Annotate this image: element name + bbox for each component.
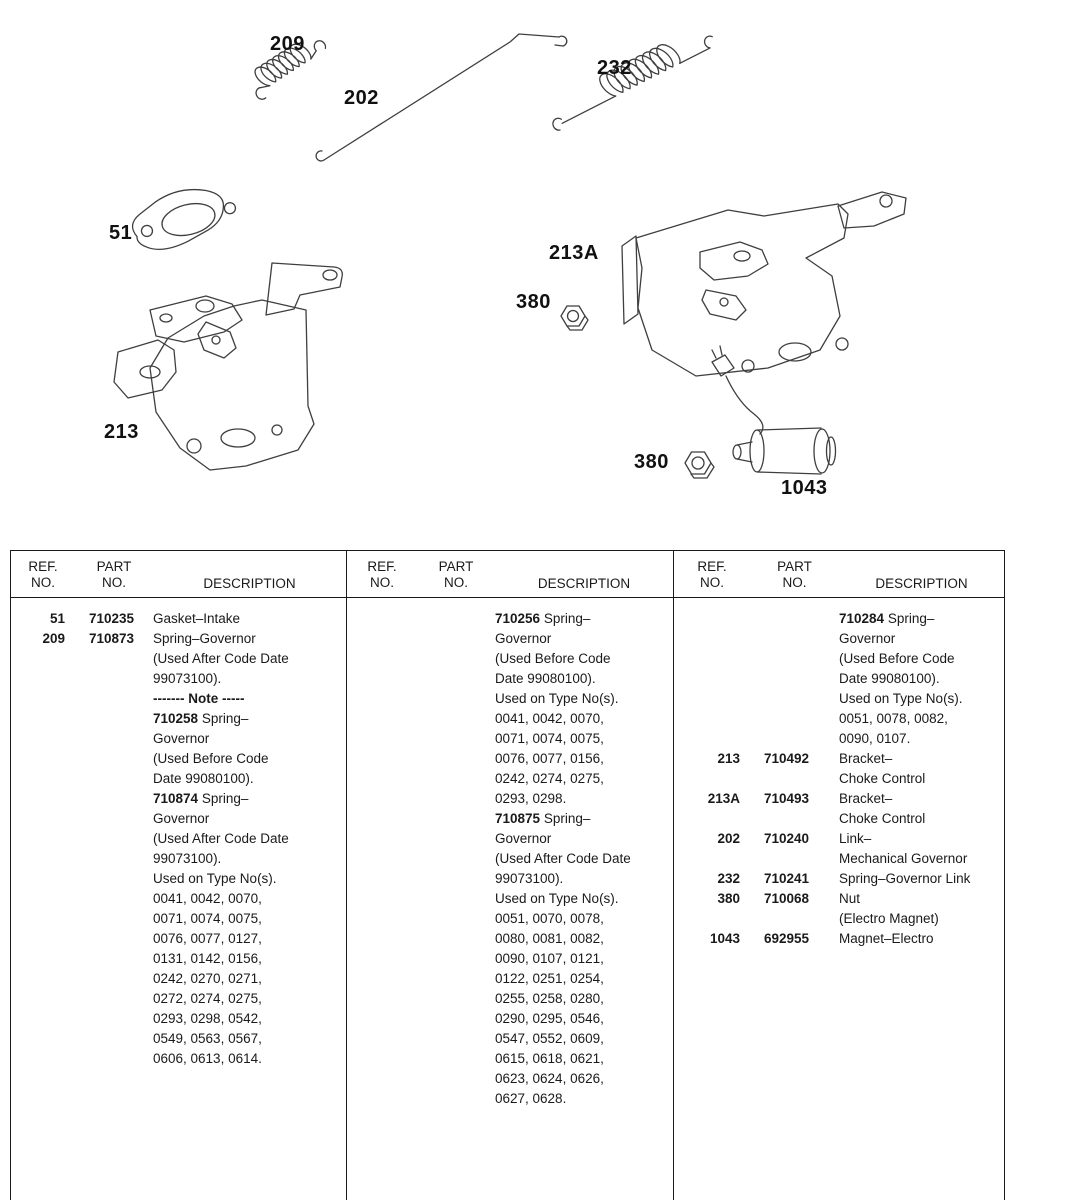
- table-row: [347, 609, 673, 1109]
- description: 710284 Spring– Governor (Used Before Code Date 99080100). Used on Type No(s). 0051, 0078, 0082, 0090, 0107.: [839, 611, 963, 746]
- description: Link– Mechanical Governor: [839, 831, 968, 866]
- description: Gasket–Intake: [153, 611, 241, 626]
- ref-no-header: REF. NO.: [28, 559, 58, 590]
- part-no: 710235: [89, 611, 135, 626]
- table-row: [674, 789, 1004, 829]
- description: Bracket– Choke Control: [839, 791, 926, 826]
- part-label-213A: 213A: [549, 242, 599, 264]
- table-row: [11, 629, 346, 1069]
- ref-no-header: REF. NO.: [367, 559, 397, 590]
- part-no: 710068: [764, 891, 810, 906]
- parts-diagram: [0, 0, 1073, 550]
- part-no: 710241: [764, 871, 810, 886]
- description-header: DESCRIPTION: [875, 576, 968, 591]
- description-header: DESCRIPTION: [203, 576, 296, 591]
- table-column-1: [11, 551, 346, 1200]
- ref-no: [674, 609, 750, 749]
- part-no: 710240: [764, 831, 810, 846]
- description: 710256 Spring– Governor (Used Before Code Date 99080100). Used on Type No(s). 0041, 0042, 0070, 0071, 0074, 0075, 0076, 0077, 0156, 0242, 0274, 0275, 0293, 0298. 710875 Spring– Governor (Used After Code Date 99073100). Used on Type No(s). 0051, 0070, 0078, 0080, 0081, 0082, 0090, 0107, 0121, 0122, 0251, 0254, 0255, 0258, 0280, 0290, 0295, 0546, 0547, 0552, 0609, 0615, 0618, 0621, 0623, 0624, 0626, 0627, 0628.: [495, 611, 631, 1106]
- table-body-3: [674, 598, 1004, 949]
- ref-no-header: REF. NO.: [697, 559, 727, 590]
- table-row: [674, 889, 1004, 929]
- table-row: [674, 869, 1004, 889]
- table-row: [674, 609, 1004, 749]
- description: Nut (Electro Magnet): [839, 891, 939, 926]
- part-label-380: 380: [516, 291, 551, 313]
- part-label-380: 380: [634, 451, 669, 473]
- part-no: 710492: [764, 751, 810, 766]
- ref-no: 213A: [707, 791, 740, 806]
- ref-no: 209: [42, 631, 65, 646]
- ref-no: 380: [717, 891, 740, 906]
- part-no: 710493: [764, 791, 810, 806]
- ref-no: 51: [49, 611, 65, 626]
- ref-no: 202: [717, 831, 740, 846]
- diagram-labels: [0, 0, 1073, 550]
- part-no-header: PART NO.: [96, 559, 132, 590]
- table-column-3: [673, 551, 1004, 1200]
- table-column-2: [346, 551, 673, 1200]
- part-label-213: 213: [104, 421, 139, 443]
- part-label-1043: 1043: [781, 477, 828, 499]
- part-no: 692955: [764, 931, 810, 946]
- table-row: [674, 929, 1004, 949]
- part-label-51: 51: [109, 222, 133, 244]
- table-header: [11, 551, 346, 598]
- table-header: [347, 551, 673, 598]
- description: Spring–Governor Link: [839, 871, 971, 886]
- part-no: 710873: [89, 631, 135, 646]
- table-body-2: [347, 598, 673, 1109]
- ref-no: 213: [717, 751, 740, 766]
- part-label-202: 202: [344, 87, 379, 109]
- part-label-232: 232: [597, 57, 632, 79]
- description: Magnet–Electro: [839, 931, 934, 946]
- part-no-header: PART NO.: [438, 559, 474, 590]
- description-header: DESCRIPTION: [537, 576, 631, 591]
- ref-no: [347, 609, 417, 1109]
- table-row: [11, 609, 346, 629]
- table-row: [674, 829, 1004, 869]
- description: Spring–Governor (Used After Code Date 99073100). ------- Note ----- 710258 Spring– Governor (Used Before Code Date 99080100). 710874 Spring– Governor (Used After Code Date 99073100). Used on Type No(s). 0041, 0042, 0070, 0071, 0074, 0075, 0076, 0077, 0127, 0131, 0142, 0156, 0242, 0270, 0271, 0272, 0274, 0275, 0293, 0298, 0542, 0549, 0563, 0567, 0606, 0613, 0614.: [153, 631, 289, 1066]
- part-no-header: PART NO.: [777, 559, 812, 590]
- part-no: [417, 609, 495, 1109]
- table-row: [674, 749, 1004, 789]
- table-header: [674, 551, 1004, 598]
- description: Bracket– Choke Control: [839, 751, 926, 786]
- part-no: [750, 609, 839, 749]
- table-body-1: [11, 598, 346, 1069]
- parts-table: [10, 550, 1005, 1200]
- ref-no: 1043: [709, 931, 740, 946]
- part-label-209: 209: [270, 33, 305, 55]
- ref-no: 232: [717, 871, 740, 886]
